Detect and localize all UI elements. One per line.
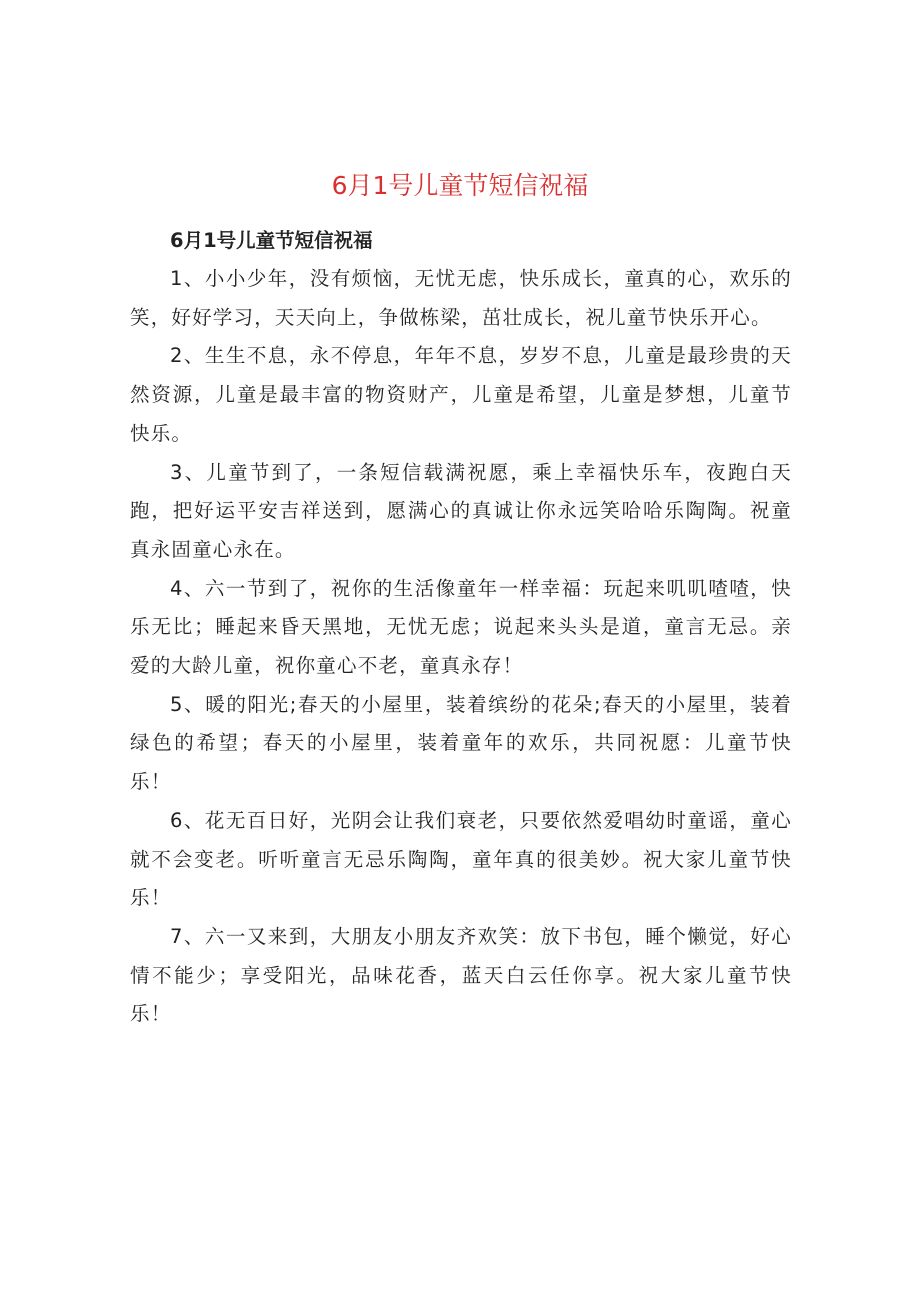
document-subtitle: 6月1号儿童节短信祝福 xyxy=(170,229,373,252)
paragraph-7: 7、六一又来到，大朋友小朋友齐欢笑：放下书包，睡个懒觉，好心情不能少；享受阳光，品味花香，蓝天白云任你享。祝大家儿童节快乐！ xyxy=(130,924,792,1026)
paragraph-1: 1、小小少年，没有烦恼，无忧无虑，快乐成长，童真的心，欢乐的笑，好好学习，天天向上，争做栋梁，茁壮成长，祝儿童节快乐开心。 xyxy=(130,267,792,329)
paragraph-3: 3、儿童节到了，一条短信载满祝愿，乘上幸福快乐车，夜跑白天跑，把好运平安吉祥送到，愿满心的真诚让你永远笑哈哈乐陶陶。祝童真永固童心永在。 xyxy=(130,460,792,561)
paragraph-5: 5、暖的阳光;春天的小屋里，装着缤纷的花朵;春天的小屋里，装着绿色的希望；春天的小屋里，装着童年的欢乐，共同祝愿：儿童节快乐！ xyxy=(130,692,792,794)
document-body xyxy=(130,222,792,1034)
paragraph-2: 2、生生不息，永不停息，年年不息，岁岁不息，儿童是最珍贵的天然资源，儿童是最丰富的物资财产，儿童是希望，儿童是梦想，儿童节快乐。 xyxy=(130,344,792,445)
paragraph-4: 4、六一节到了，祝你的生活像童年一样幸福：玩起来叽叽喳喳，快乐无比；睡起来昏天黑地，无忧无虑；说起来头头是道，童言无忌。亲爱的大龄儿童，祝你童心不老，童真永存！ xyxy=(130,576,792,678)
page-title: 6月1号儿童节短信祝福 xyxy=(331,171,589,200)
paragraph-6: 6、花无百日好，光阴会让我们衰老，只要依然爱唱幼时童谣，童心就不会变老。听听童言无忌乐陶陶，童年真的很美妙。祝大家儿童节快乐！ xyxy=(130,808,792,910)
